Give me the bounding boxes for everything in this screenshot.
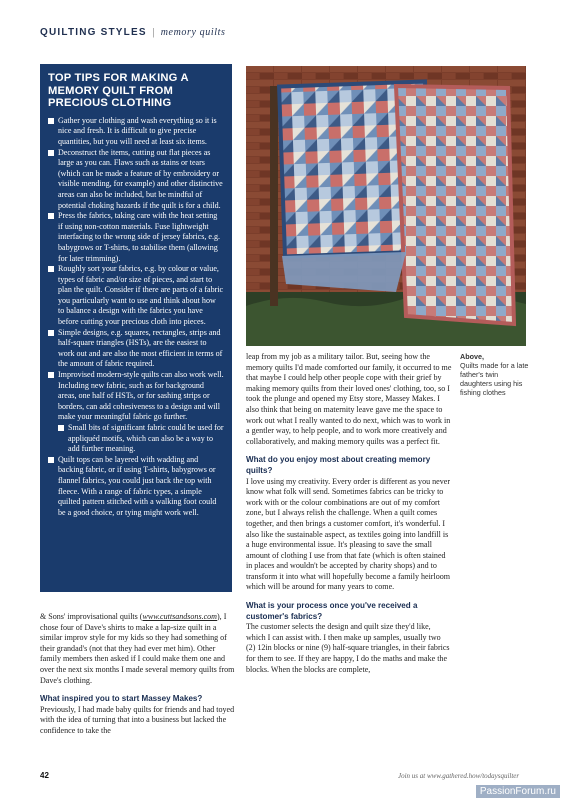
paragraph: & Sons' improvisational quilts (www.cuttsandsons.com), I chose four of Dave's shirts to make a lap-size quilt in a similar improv style for my kids so they had something of their grandad's (not that they had ever met him). Other family members then asked if I could make them one and over the next six months I made several memory quilts from Dave's clothing. — [40, 612, 235, 685]
tip-item: Roughly sort your fabrics, e.g. by colour or value, types of fabric and/or size of pieces, and start to plan the quilt. Consider if there are parts of a fabric you particularly want to use and think about how to balance a design with the fabrics you have before cutting your precious cloth into pieces. — [48, 264, 224, 328]
paragraph: I love using my creativity. Every order is different as you never know what folk will send. Sometimes fabrics can be tricky to work with or the colour combinations are out of my comfort zone, but I always relish the challenge. When a quilt comes together, and then brings a customer comfort, it's wonderful. I also like the sustainable aspect, as textiles going into landfill is a huge environmental issue. It's pleasing to save the small amount of clothing I use from that fate (which is often stained in places and wouldn't be accepted by charity shops) and to transform it into what will hopefully become a family heirloom which will be around for many years to come. — [246, 476, 451, 592]
subsection-label: memory quilts — [160, 27, 226, 38]
square-bullet-icon — [48, 457, 54, 463]
cuttsandsons-link[interactable]: www.cuttsandsons.com — [142, 612, 217, 621]
tips-title: TOP TIPS FOR MAKING A MEMORY QUILT FROM PRECIOUS CLOTHING — [48, 72, 189, 110]
running-header — [40, 27, 225, 38]
question-heading: What inspired you to start Massey Makes? — [40, 694, 203, 704]
page-footer — [40, 771, 530, 780]
quilts-photo — [246, 66, 526, 346]
tip-item: Improvised modern-style quilts can also work well. Including new fabric, such as for background areas, one half of HSTs, or for sashing strips or borders, can add cohesiveness to a design and will make your meaningful fabric go further. — [48, 370, 224, 423]
square-bullet-icon — [48, 118, 54, 124]
paragraph: Previously, I had made baby quilts for friends and had toyed with the idea of turning that into a business but lacked the confidence to take the — [40, 704, 235, 735]
quilts-on-brick-wall-image — [246, 66, 526, 346]
square-bullet-icon — [48, 150, 54, 156]
caption-label: Above, — [460, 352, 484, 361]
tip-item-nested: Small bits of significant fabric could be used for appliquéd motifs, which can also be a way to add further meaning. — [48, 423, 224, 455]
square-bullet-icon — [48, 372, 54, 378]
top-tips-box — [40, 64, 232, 592]
footer-join-link[interactable]: Join us at www.gathered.how/todaysquilter — [398, 772, 520, 780]
section-label: QUILTING STYLES — [40, 27, 147, 38]
question-heading: What do you enjoy most about creating memory quilts? — [246, 455, 431, 475]
watermark: PassionForum.ru — [476, 785, 560, 798]
left-column — [40, 612, 236, 745]
header-separator: | — [152, 27, 155, 38]
tip-item: Gather your clothing and wash everything so it is nice and fresh. It is difficult to give precise quantities, but you will need at least six items. — [48, 116, 224, 148]
caption-text: Quilts made for a late father's twin daughters using his fishing clothes — [460, 361, 529, 397]
right-column — [246, 352, 452, 683]
square-bullet-icon — [58, 425, 64, 431]
paragraph: leap from my job as a military tailor. But, seeing how the memory quilts I'd made comforted our family, it occurred to me that maybe I could help other people cope with their grief by making memory quilts from their loved ones' clothing, too, so I took the plunge and opened my Etsy store, Massey Makes. I also think that being on maternity leave gave me the space to work out what I really wanted to do next, which was to work in a gentler way, to help people, and to work more creatively and collaboratively, and making memory quilts was a perfect fit. — [246, 352, 452, 446]
square-bullet-icon — [48, 213, 54, 219]
paragraph: The customer selects the design and quilt size they'd like, which I can assist with. I then make up samples, usually two (2) 12in blocks or nine (9) half-square triangles, in their fabrics for them to see. If they are happy, I do the maths and make the blocks. When the blocks are complete, — [246, 622, 450, 674]
square-bullet-icon — [48, 330, 54, 336]
tips-list — [48, 116, 224, 519]
tip-item: Press the fabrics, taking care with the heat setting if using non-cotton materials. Fuse lightweight interfacing to the wrong side of jersey fabrics, e.g. babygrows or T-shirts, to stabilise them (allowing for later trimming). — [48, 211, 224, 264]
tip-item: Deconstruct the items, cutting out flat pieces as large as you can. Flaws such as stains or tears (which can be made a feature of by embroidery or visible mending, for example) and other distinctive areas can also be included, but be mindful of potential choking hazards if the quilt is for a child. — [48, 148, 224, 212]
tip-item: Quilt tops can be layered with wadding and backing fabric, or if using T-shirts, babygrows or flannel fabrics, you could just back the top with fleece. With a range of fabric types, a simple quilted pattern stitched with a walking foot could be a good choice, or tying might work well. — [48, 455, 224, 519]
square-bullet-icon — [48, 266, 54, 272]
tip-item: Simple designs, e.g. squares, rectangles, strips and half-square triangles (HSTs), are the easiest to work out and are also the most efficient in terms of the amount of fabric required. — [48, 328, 224, 370]
page-number: 42 — [40, 771, 49, 780]
photo-caption — [460, 352, 530, 397]
question-heading: What is your process once you've received a customer's fabrics? — [246, 601, 418, 621]
